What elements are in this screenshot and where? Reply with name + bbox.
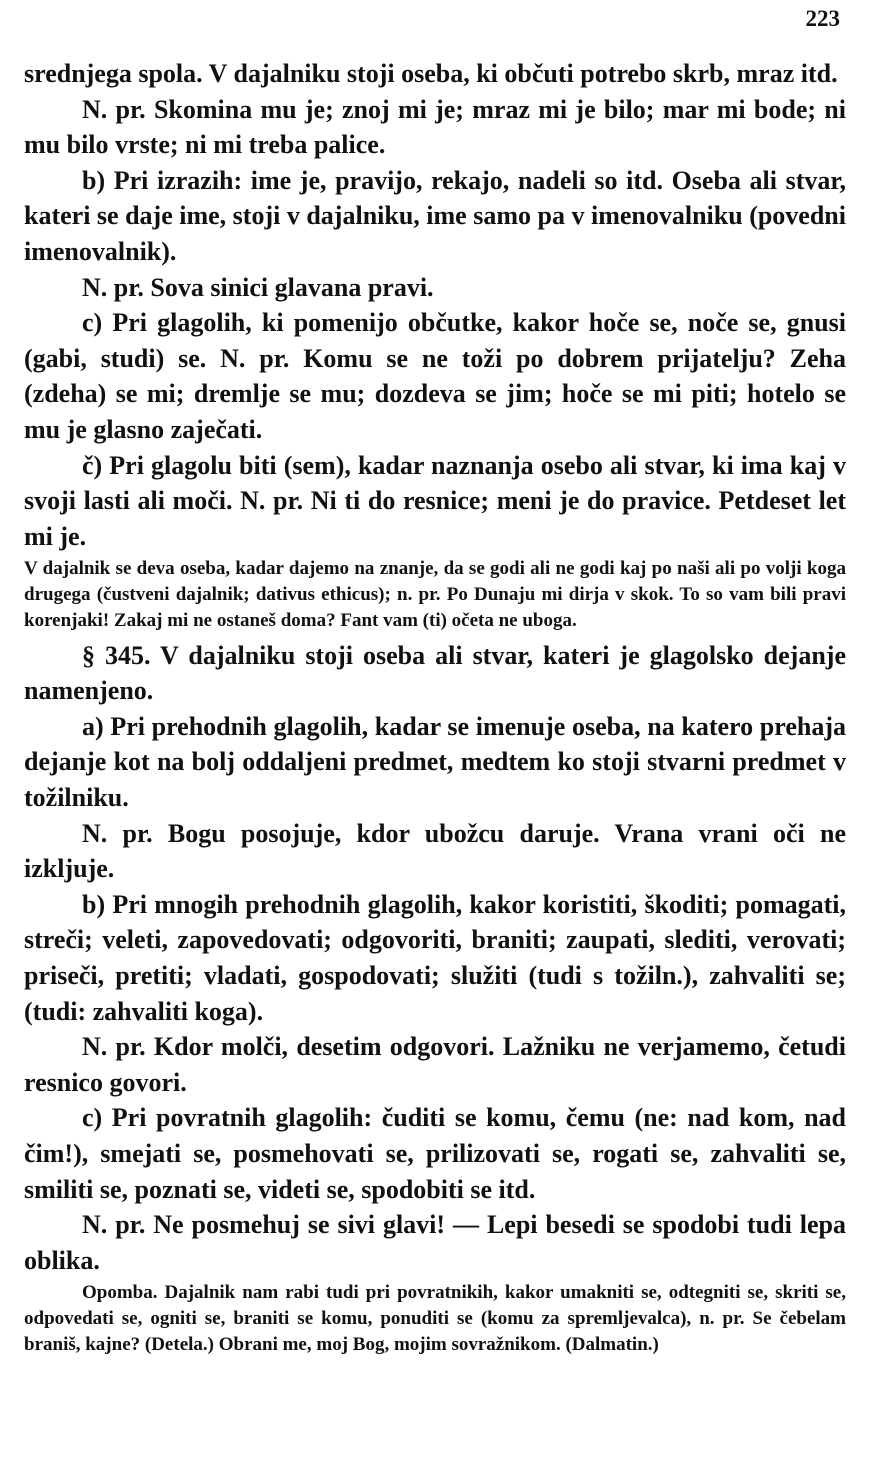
paragraph-3: b) Pri izrazih: ime je, pravijo, rekajo, nadeli so itd. Oseba ali stvar, kateri se daje ime, stoji v dajalniku, ime samo pa v imenovalniku (povedni imenovalnik). [24, 165, 846, 266]
paragraph-11: N. pr. Kdor molči, desetim odgovori. Lažniku ne verjamemo, četudi resnico govori. [24, 1032, 846, 1097]
page-text [24, 56, 846, 1362]
paragraph-5: c) Pri glagolih, ki pomenijo občutke, kakor hoče se, noče se, gnusi (gabi, studi) se. N. pr. Komu se ne toži po dobrem prijatelju? Zeha (zdeha) se mi; dremlje se mu; dozdeva se jim; hoče se mi piti; hotelo se mu je glasno zaječati. [24, 308, 846, 444]
page-number: 223 [805, 6, 840, 31]
paragraph-6: č) Pri glagolu biti (sem), kadar naznanja osebo ali stvar, ki ima kaj v svoji lasti ali moči. N. pr. Ni ti do resnice; meni je do pravice. Petdeset let mi je. [24, 450, 846, 551]
paragraph-10: b) Pri mnogih prehodnih glagolih, kakor koristiti, škoditi; pomagati, streči; veleti, zapovedovati; odgovoriti, braniti; zaupati, slediti, verovati; priseči, pretiti; vladati, gospodovati; služiti (tudi s tožiln.), zahvaliti se; (tudi: zahvaliti koga). [24, 889, 846, 1026]
paragraph-7: § 345. V dajalniku stoji oseba ali stvar, kateri je glagolsko dejanje namenjeno. [24, 640, 846, 706]
paragraph-9: N. pr. Bogu posojuje, kdor ubožcu daruje. Vrana vrani oči ne izkljuje. [24, 818, 846, 884]
note-1: V dajalnik se deva oseba, kadar dajemo na znanje, da se godi ali ne godi kaj po naši ali po volji koga drugega (čustveni dajalnik; dativus ethicus); n. pr. Po Dunaju mi dirja v skok. To so vam bili pravi korenjaki! Zakaj mi ne ostaneš doma? Fant vam (ti) očeta ne uboga. [24, 558, 846, 631]
paragraph-12: c) Pri povratnih glagolih: čuditi se komu, čemu (ne: nad kom, nad čim!), smejati se, posmehovati se, prilizovati se, rogati se, zahvaliti se, smiliti se, poznati se, videti se, spodobiti se itd. [24, 1103, 846, 1204]
paragraph-1: srednjega spola. V dajalniku stoji oseba, ki občuti potrebo skrb, mraz itd. [24, 59, 838, 88]
paragraph-13: N. pr. Ne posmehuj se sivi glavi! — Lepi besedi se spodobi tudi lepa oblika. [24, 1210, 846, 1275]
paragraph-4: N. pr. Sova sinici glavana pravi. [82, 272, 434, 302]
paragraph-8: a) Pri prehodnih glagolih, kadar se imenuje oseba, na katero prehaja dejanje kot na bolj oddaljeni predmet, medtem ko stoji stvarni predmet v tožilniku. [24, 711, 846, 813]
note-2: Opomba. Dajalnik nam rabi tudi pri povratnikih, kakor umakniti se, odtegniti se, skriti se, odpovedati se, ogniti se, braniti se komu, ponuditi se (komu za spremljevalca), n. pr. Se čebelam braniš, kajne? (Detela.) Obrani me, moj Bog, mojim sovražnikom. (Dalmatin.) [24, 1282, 846, 1355]
paragraph-2: N. pr. Skomina mu je; znoj mi je; mraz mi je bilo; mar mi bode; ni mu bilo vrste; ni mi treba palice. [24, 94, 846, 160]
